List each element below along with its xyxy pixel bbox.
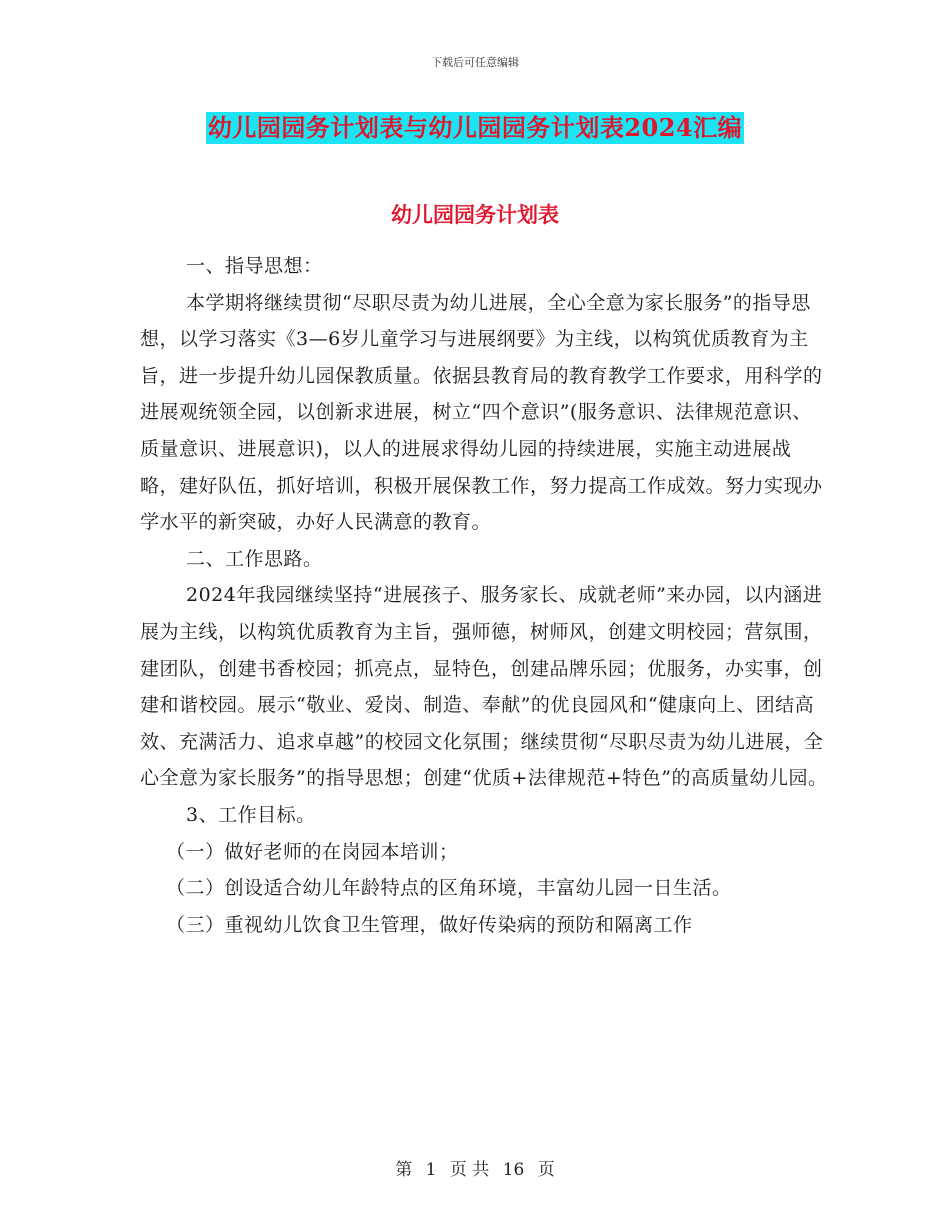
- page-footer: [0, 1155, 950, 1180]
- paragraph-guiding-ideology: 本学期将继续贯彻“尽职尽责为幼儿进展，全心全意为家长服务”的指导思想，以学习落实《3—6岁儿童学习与进展纲要》为主线，以构筑优质教育为主旨，进一步提升幼儿园保教质量。依据县教育局的教育教学工作要求，用科学的进展观统领全园，以创新求进展，树立“四个意识”(服务意识、法律规范意识、质量意识、进展意识)，以人的进展求得幼儿园的持续进展，实施主动进展战略，建好队伍，抓好培训，积极开展保教工作，努力提高工作成效。努力实现办学水平的新突破，办好人民满意的教育。: [140, 291, 823, 534]
- footer-prefix: 第: [395, 1160, 413, 1180]
- document-title: 幼儿园园务计划表与幼儿园园务计划表2024汇编: [207, 113, 743, 142]
- goal-item-1: （一）做好老师的在岗园本培训；: [166, 840, 459, 863]
- footer-total-pages: 16: [502, 1160, 525, 1180]
- section-title: 幼儿园园务计划表: [391, 202, 559, 227]
- goal-item-2: （二）创设适合幼儿年龄特点的区角环境，丰富幼儿园一日生活。: [166, 877, 732, 900]
- header-note: 下载后可任意编辑: [431, 56, 519, 69]
- document-body: [140, 248, 830, 943]
- paragraph-work-approach: 2024年我园继续坚持“进展孩子、服务家长、成就老师”来办园，以内涵进展为主线，以构筑优质教育为主旨，强师德，树师风，创建文明校园；营氛围，建团队，创建书香校园；抓亮点，显特色，创建品牌乐园；优服务，办实事，创建和谐校园。展示“敬业、爱岗、制造、奉献”的优良园风和“健康向上、团结高效、充满活力、追求卓越”的校园文化氛围；继续贯彻“尽职尽责为幼儿进展，全心全意为家长服务”的指导思想；创建“优质+法律规范+特色”的高质量幼儿园。: [140, 584, 828, 790]
- main-title-container: [0, 112, 950, 144]
- footer-mid: 页 共: [449, 1160, 490, 1180]
- goal-item-3: （三）重视幼儿饮食卫生管理，做好传染病的预防和隔离工作: [166, 913, 693, 936]
- heading-guiding-ideology: 一、指导思想：: [186, 255, 323, 277]
- footer-page-number: 1: [425, 1160, 437, 1180]
- footer-suffix: 页: [537, 1160, 555, 1180]
- heading-work-goals: 3、工作目标。: [186, 803, 316, 826]
- heading-work-approach: 二、工作思路。: [186, 547, 323, 570]
